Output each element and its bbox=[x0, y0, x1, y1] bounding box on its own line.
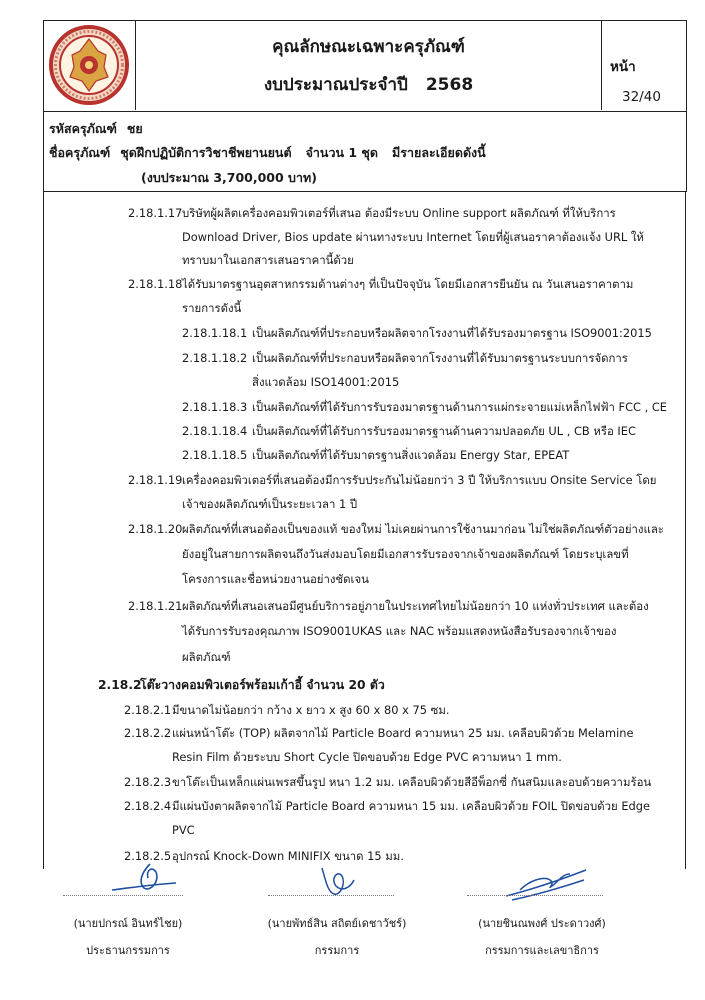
signature-line bbox=[268, 895, 394, 896]
spec-line: ผลิตภัณฑ์ bbox=[182, 650, 231, 664]
spec-line: 2.18.2.4มีแผ่นบังตาผลิตจากไม้ Particle Board ความหนา 15 มม. เคลือบผิวด้วย FOIL ปิดขอบด้วย Edge bbox=[124, 799, 650, 813]
spec-line: 2.18.1.18.4 เป็นผลิตภัณฑ์ที่ได้รับการรับรองมาตรฐานด้านความปลอดภัย UL , CB หรือ IEC bbox=[182, 424, 636, 438]
spec-line: 2.18.1.18.2 เป็นผลิตภัณฑ์ที่ประกอบหรือผลิตจากโรงงานที่ได้รับมาตรฐานระบบการจัดการ bbox=[182, 351, 628, 365]
left-border bbox=[43, 192, 44, 869]
equipment-code-line bbox=[49, 119, 143, 139]
spec-line: 2.18.1.19เครื่องคอมพิวเตอร์ที่เสนอต้องมีการรับประกันไม่น้อยกว่า 3 ปี ให้บริการแบบ Onsite Service โดย bbox=[128, 473, 657, 487]
signer-role: กรรมการ bbox=[314, 944, 360, 957]
signer-name: (นายพัทธ์สิน สถิตย์เดชาวัชร์) bbox=[267, 917, 407, 930]
signer-role: ประธานกรรมการ bbox=[86, 944, 170, 957]
spec-line: Resin Film ด้วยระบบ Short Cycle ปิดขอบด้วย Edge PVC ความหนา 1 mm. bbox=[172, 750, 562, 764]
signature-scribble-icon bbox=[108, 858, 184, 898]
budget-year-line bbox=[136, 71, 601, 98]
section-heading: 2.18.2โต๊ะวางคอมพิวเตอร์พร้อมเก้าอี้ จำนวน 20 ตัว bbox=[98, 678, 385, 692]
page-label: หน้า bbox=[610, 59, 636, 75]
page-num-value: 32/40 bbox=[622, 89, 661, 105]
spec-line: ยังอยู่ในสายการผลิตจนถึงวันส่งมอบโดยมีเอกสารรับรองจากเจ้าของผลิตภัณฑ์ โดยระบุเลขที่ bbox=[182, 547, 629, 561]
signature-scribble-icon bbox=[312, 862, 362, 902]
spec-line: สิ่งแวดล้อม ISO14001:2015 bbox=[252, 375, 400, 389]
vocational-education-commission-seal-icon bbox=[48, 25, 130, 105]
signer-name: (นายปกรณ์ อินทร์ไชย) bbox=[73, 917, 183, 930]
budget-year-label: งบประมาณประจำปี bbox=[263, 75, 408, 95]
spec-line: 2.18.2.2แผ่นหน้าโต๊ะ (TOP) ผลิตจากไม้ Particle Board ความหนา 25 มม. เคลือบผิวด้วย Melamine bbox=[124, 726, 634, 740]
equipment-code-label: รหัสครุภัณฑ์ bbox=[49, 121, 117, 136]
equipment-budget: (งบประมาณ 3,700,000 บาท) bbox=[141, 170, 317, 185]
logo-cell bbox=[44, 21, 136, 110]
spec-line: 2.18.1.20ผลิตภัณฑ์ที่เสนอต้องเป็นของแท้ ของใหม่ ไม่เคยผ่านการใช้งานมาก่อน ไม่ใช่ผลิตภัณฑ์ตัวอย่างและ bbox=[128, 522, 664, 536]
equipment-name-value: ชุดฝึกปฏิบัติการวิชาชีพยานยนต์ bbox=[120, 145, 292, 160]
equipment-code-value: ชย bbox=[126, 121, 143, 136]
spec-line: 2.18.1.18ได้รับมาตรฐานอุตสาหกรรมด้านต่างๆ ที่เป็นปัจจุบัน โดยมีเอกสารยืนยัน ณ วันเสนอราคาตาม bbox=[128, 277, 634, 291]
equipment-name-line bbox=[49, 143, 486, 163]
page-number bbox=[610, 55, 661, 105]
document-title: คุณลักษณะเฉพาะครุภัณฑ์ bbox=[272, 37, 465, 57]
title-cell bbox=[136, 21, 602, 110]
spec-line: รายการดังนี้ bbox=[182, 301, 242, 315]
right-border bbox=[685, 192, 686, 869]
spec-line: PVC bbox=[172, 823, 195, 837]
spec-line: โครงการและชื่อหน่วยงานอย่างชัดเจน bbox=[182, 572, 369, 586]
spec-line: Download Driver, Bios update ผ่านทางระบบ Internet โดยที่ผู้เสนอราคาต้องแจ้ง URL ให้ bbox=[182, 230, 644, 244]
spec-line: 2.18.2.1มีขนาดไม่น้อยกว่า กว้าง x ยาว x สูง 60 x 80 x 75 ซม. bbox=[124, 703, 450, 717]
spec-line: 2.18.2.3ขาโต๊ะเป็นเหล็กแผ่นเพรสขึ้นรูป หนา 1.2 มม. เคลือบผิวด้วยสีอีพ็อกซี่ กันสนิมและอบด้วยความร้อน bbox=[124, 775, 652, 789]
signature-line bbox=[467, 895, 603, 896]
equipment-name-label: ชื่อครุภัณฑ์ bbox=[49, 145, 111, 160]
signature-line bbox=[63, 895, 183, 896]
signature-scribble-icon bbox=[500, 860, 592, 904]
spec-line: ทราบมาในเอกสารเสนอราคานี้ด้วย bbox=[182, 253, 354, 267]
equipment-quantity: จำนวน 1 ชุด bbox=[305, 145, 379, 160]
spec-line: 2.18.1.18.5 เป็นผลิตภัณฑ์ที่ได้รับมาตรฐานสิ่งแวดล้อม Energy Star, EPEAT bbox=[182, 448, 570, 462]
header-box bbox=[43, 20, 687, 112]
equipment-detail-note: มีรายละเอียดดังนี้ bbox=[392, 145, 486, 160]
spec-line: เจ้าของผลิตภัณฑ์เป็นระยะเวลา 1 ปี bbox=[182, 497, 358, 511]
equipment-info bbox=[43, 112, 687, 192]
spec-line: 2.18.1.18.3 เป็นผลิตภัณฑ์ที่ได้รับการรับรองมาตรฐานด้านการแผ่กระจายแม่เหล็กไฟฟ้า FCC , CE bbox=[182, 400, 668, 414]
signer-role: กรรมการและเลขาธิการ bbox=[485, 944, 599, 957]
spec-line: 2.18.1.17บริษัทผู้ผลิตเครื่องคอมพิวเตอร์ที่เสนอ ต้องมีระบบ Online support ผลิตภัณฑ์ ที่ให้บริการ bbox=[128, 206, 616, 220]
spec-line: 2.18.1.21ผลิตภัณฑ์ที่เสนอเสนอมีศูนย์บริการอยู่ภายในประเทศไทยไม่น้อยกว่า 10 แห่งทั่วประเทศ และต้อง bbox=[128, 599, 649, 613]
spec-line: 2.18.2.5อุปกรณ์ Knock-Down MINIFIX ขนาด 15 มม. bbox=[124, 849, 404, 863]
page-number-cell bbox=[602, 21, 686, 110]
budget-year: 2568 bbox=[425, 75, 474, 95]
spec-line: ได้รับการรับรองคุณภาพ ISO9001UKAS และ NAC พร้อมแสดงหนังสือรับรองจากเจ้าของ bbox=[182, 624, 617, 638]
spec-line: 2.18.1.18.1 เป็นผลิตภัณฑ์ที่ประกอบหรือผลิตจากโรงงานที่ได้รับรองมาตรฐาน ISO9001:2015 bbox=[182, 326, 652, 340]
signer-name: (นายชินณพงศ์ ประดาวงศ์) bbox=[478, 917, 606, 930]
